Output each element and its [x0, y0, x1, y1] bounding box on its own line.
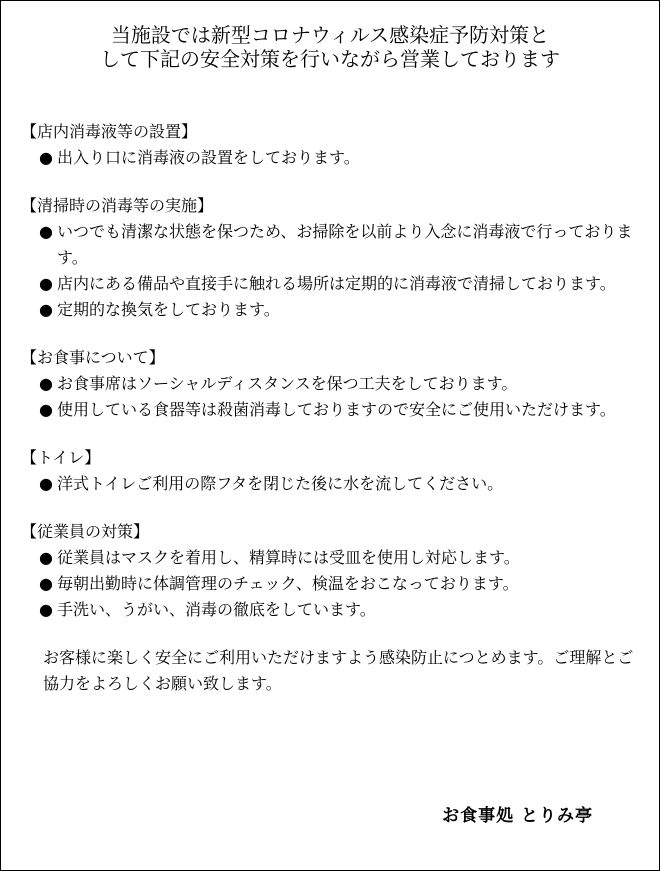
bullet-icon: ●	[39, 400, 53, 419]
bullet-icon: ●	[39, 148, 53, 167]
section-dining	[21, 345, 639, 423]
list-item-text: 毎朝出勤時に体調管理のチェック、検温をおこなっております。	[57, 574, 519, 593]
title-line-1: 当施設では新型コロナウィルス感染症予防対策と	[110, 23, 550, 47]
title-line-2: して下記の安全対策を行いながら営業しております	[100, 47, 560, 71]
list-item-text: 定期的な換気をしております。	[57, 300, 280, 319]
bullet-icon: ●	[39, 274, 53, 293]
list-item	[21, 271, 639, 297]
list-item	[21, 471, 639, 497]
list-item-text: 出入り口に消毒液の設置をしております。	[57, 148, 360, 167]
bullet-icon: ●	[39, 300, 53, 319]
section-heading: 【清掃時の消毒等の実施】	[21, 196, 214, 215]
list-item	[21, 145, 639, 171]
section-heading: 【お食事について】	[21, 348, 165, 367]
list-item	[21, 397, 639, 423]
section-heading: 【トイレ】	[21, 448, 101, 467]
section-heading: 【店内消毒液等の設置】	[21, 122, 198, 141]
list-item-text: 使用している食器等は殺菌消毒しておりますので安全にご使用いただけます。	[57, 400, 616, 419]
notice-title	[1, 23, 659, 71]
list-item	[21, 571, 639, 597]
bullet-icon: ●	[39, 574, 53, 593]
list-item	[21, 297, 639, 323]
list-item	[21, 597, 639, 623]
section-heading: 【従業員の対策】	[21, 522, 150, 541]
bullet-icon: ●	[39, 374, 53, 393]
section-sanitizer	[21, 119, 639, 171]
list-item	[21, 545, 639, 571]
section-staff	[21, 519, 639, 623]
bullet-icon: ●	[39, 600, 53, 619]
signature: お食事処 とりみ亭	[442, 806, 593, 826]
bullet-icon: ●	[39, 474, 53, 493]
list-item-text: 店内にある備品や直接手に触れる場所は定期的に消毒液で清掃しております。	[57, 274, 616, 293]
closing-message: お客様に楽しく安全にご利用いただけますよう感染防止につとめます。ご理解とご協力をよろしくお願い致します。	[43, 648, 634, 693]
bullet-icon: ●	[39, 548, 53, 567]
section-toilet	[21, 445, 639, 497]
notice-body	[21, 119, 639, 697]
list-item-text: 従業員はマスクを着用し、精算時には受皿を使用し対応します。	[57, 548, 520, 567]
list-item-text: 手洗い、うがい、消毒の徹底をしています。	[57, 600, 376, 619]
bullet-icon: ●	[39, 222, 53, 241]
section-cleaning	[21, 193, 639, 323]
list-item-text: 洋式トイレご利用の際フタを閉じた後に水を流してください。	[57, 474, 504, 493]
list-item-text: お食事席はソーシャルディスタンスを保つ工夫をしております。	[57, 374, 518, 393]
list-item-text: いつでも清潔な状態を保つため、お掃除を以前より入念に消毒液で行っております。	[57, 222, 633, 267]
list-item	[21, 371, 639, 397]
list-item	[21, 219, 639, 271]
